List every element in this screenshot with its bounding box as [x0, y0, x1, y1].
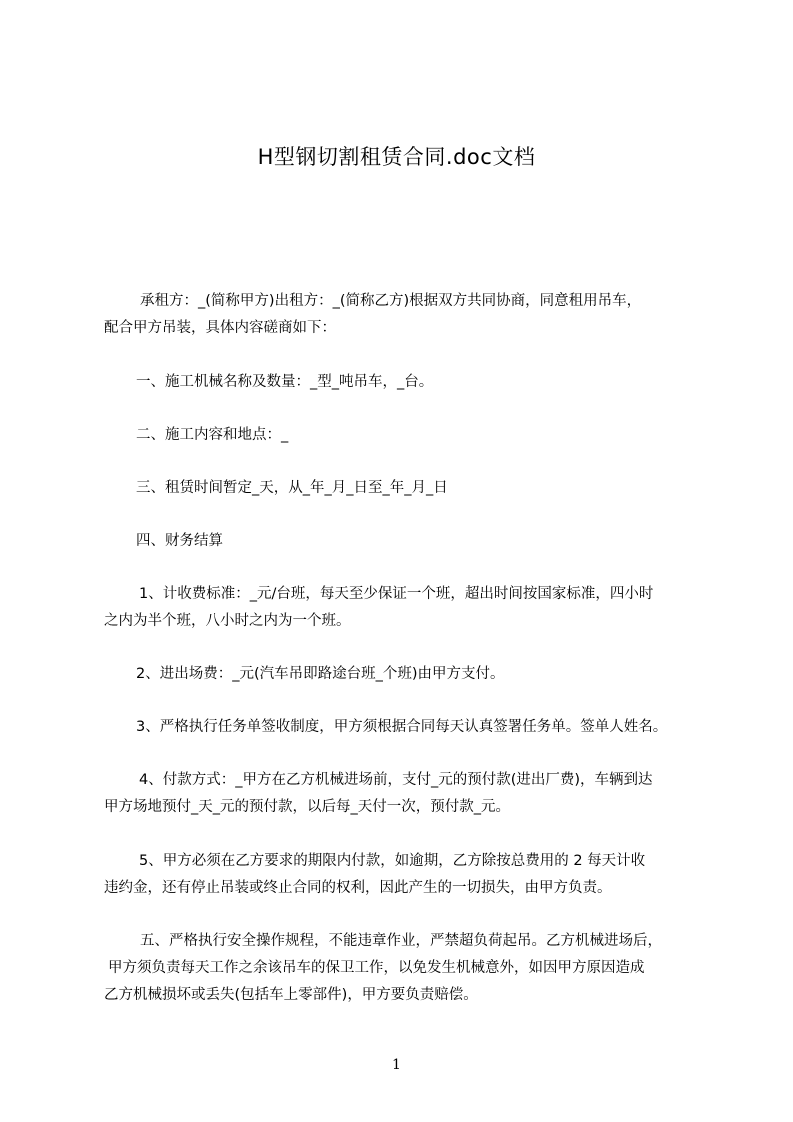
page-number: 1: [392, 1057, 401, 1073]
paragraph-line: 二、施工内容和地点：_: [136, 427, 289, 443]
paragraph-line: 之内为半个班，八小时之内为一个班。: [104, 613, 351, 629]
paragraph-line: 配合甲方吊装，具体内容磋商如下：: [104, 320, 336, 336]
paragraph-line: 违约金，还有停止吊装或终止合同的权利，因此产生的一切损失，由甲方负责。: [104, 880, 612, 896]
paragraph-line: 三、租赁时间暂定_天，从_年_月_日至_年_月_日: [136, 480, 448, 496]
paragraph-line: 一、施工机械名称及数量：_型_吨吊车，_台。: [136, 374, 434, 390]
paragraph-line: 五、严格执行安全操作规程，不能违章作业，严禁超负荷起吊。乙方机械进场后，: [140, 933, 662, 949]
paragraph-line: 承租方：_(简称甲方)出租方：_(简称乙方)根据双方共同协商，同意租用吊车，: [140, 293, 642, 309]
paragraph-line: 4、付款方式：_甲方在乙方机械进场前，支付_元的预付款(进出厂费)，车辆到达: [139, 772, 653, 788]
paragraph-line: 甲方须负责每天工作之余该吊车的保卫工作，以免发生机械意外，如因甲方原因造成: [108, 960, 645, 976]
paragraph-line: 甲方场地预付_天_元的预付款，以后每_天付一次，预付款_元。: [104, 799, 510, 815]
paragraph-line: 1、计收费标准：_元/台班，每天至少保证一个班，超出时间按国家标准，四小时: [139, 586, 654, 602]
paragraph-line: 2、进出场费：_元(汽车吊即路途台班_个班)由甲方支付。: [136, 666, 505, 682]
paragraph-line: 5、甲方必须在乙方要求的期限内付款，如逾期，乙方除按总费用的 2 每天计收: [139, 853, 646, 869]
paragraph-line: 3、严格执行任务单签收制度，甲方须根据合同每天认真签署任务单。签单人姓名。: [136, 719, 668, 735]
paragraph-line: 四、财务结算: [136, 533, 223, 549]
document-title: H型钢切割租赁合同.doc文档: [257, 145, 536, 169]
paragraph-line: 乙方机械损坏或丢失(包括车上零部件)，甲方要负责赔偿。: [104, 987, 478, 1003]
